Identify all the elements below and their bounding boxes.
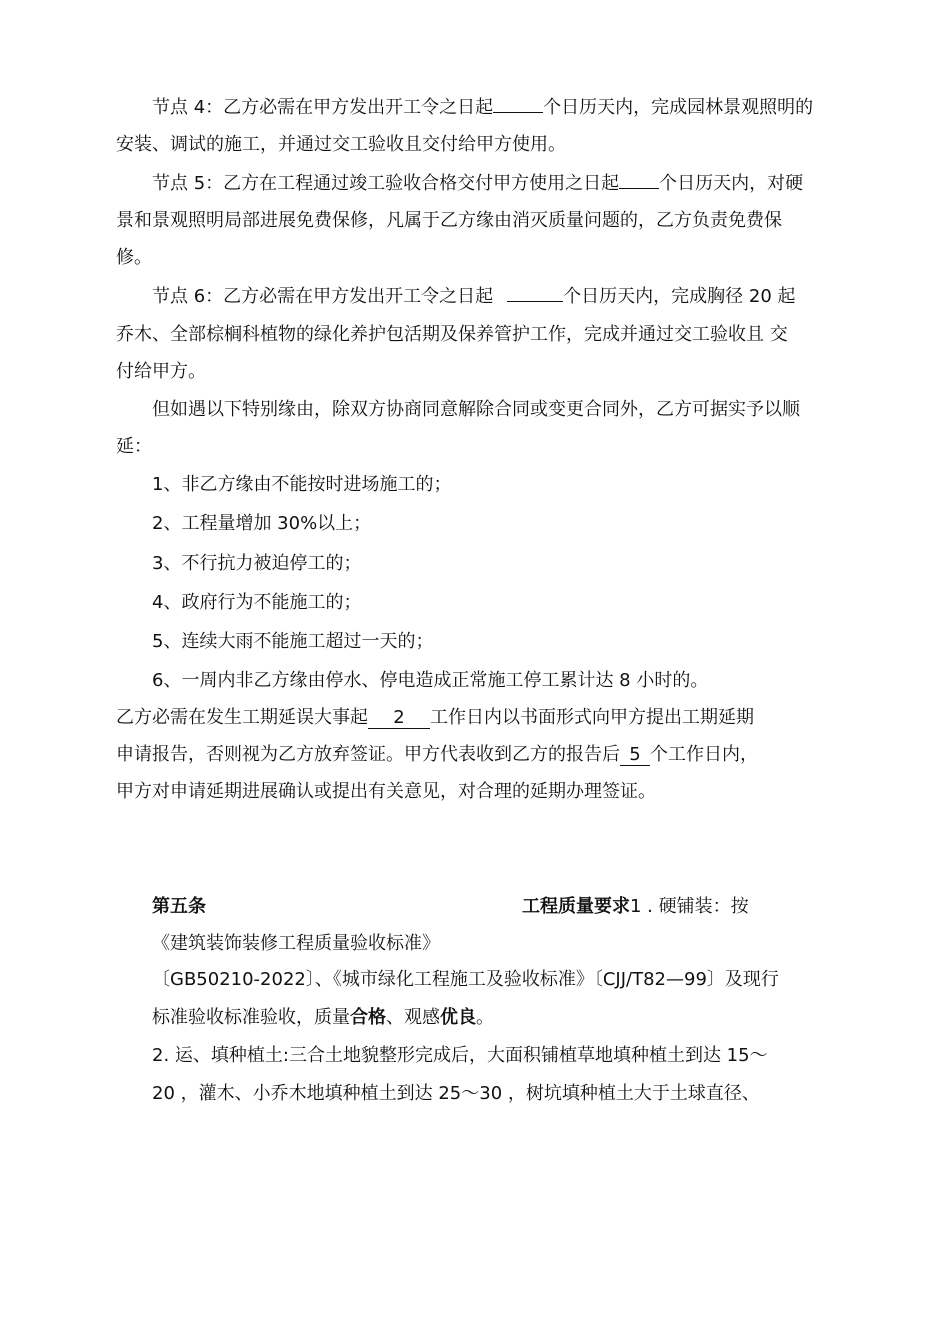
- delay-text-a: 乙方必需在发生工期延误大事起: [116, 707, 368, 728]
- delay-line1: [116, 706, 754, 730]
- delay-line3: 甲方对申请延期进展确认或提出有关意见，对合理的延期办理签证。: [116, 781, 656, 802]
- node4-text-a: 节点 4：乙方必需在甲方发出开工令之日起: [152, 97, 494, 118]
- article5-item1-prefix: 1 . 硬铺装：按: [630, 896, 749, 917]
- list-item-5: 5、连续大雨不能施工超过一天的；: [152, 631, 434, 652]
- node6-text-a: 节点 6：乙方必需在甲方发出开工令之日起: [152, 286, 494, 307]
- delay-text-b: 工作日内以书面形式向甲方提出工期延期: [430, 707, 754, 728]
- quality-grade: 合格: [350, 1007, 386, 1028]
- node4-line1: [152, 96, 813, 120]
- node5-text-a: 节点 5：乙方在工程通过竣工验收合格交付甲方使用之日起: [152, 173, 620, 194]
- list-item-3: 3、不行抗力被迫停工的；: [152, 553, 362, 574]
- node4-blank: [493, 112, 543, 113]
- delay-text-d: 个工作日内，: [650, 744, 758, 765]
- node6-line1: [152, 285, 796, 309]
- article5-std1: 《建筑装饰装修工程质量验收标准》: [152, 933, 440, 954]
- node6-line2: 乔木、全部棕榈科植物的绿化养护包活期及保养管护工作，完成并通过交工验收且 交: [116, 324, 788, 345]
- delay-blank-days: 2: [368, 708, 430, 729]
- delay-blank-workdays: 5: [620, 745, 650, 766]
- node5-text-b: 个日历天内，对硬: [659, 173, 804, 194]
- node5-line3: 修。: [116, 247, 152, 268]
- appearance-grade: 优良: [440, 1007, 476, 1028]
- list-item-6: 6、一周内非乙方缘由停水、停电造成正常施工停工累计达 8 小时的。: [152, 670, 709, 691]
- delay-line2: [116, 743, 758, 767]
- node4-text-b: 个日历天内，完成园林景观照明的: [543, 97, 814, 118]
- quality-text-c: 。: [476, 1007, 494, 1028]
- list-item-2: 2、工程量增加 30%以上；: [152, 513, 372, 534]
- node6-blank: [507, 301, 563, 302]
- exception-line1: 但如遇以下特别缘由，除双方协商同意解除合同或变更合同外，乙方可据实予以顺: [152, 399, 800, 420]
- article5-label: 第五条: [152, 896, 206, 917]
- node6-line3: 付给甲方。: [116, 361, 206, 382]
- node4-line2: 安装、调试的施工，并通过交工验收且交付给甲方使用。: [116, 134, 566, 155]
- quality-text-b: 、观感: [386, 1007, 440, 1028]
- quality-text-a: 标准验收标准验收，质量: [152, 1007, 350, 1028]
- node5-line2: 景和景观照明局部进展免费保修，凡属于乙方缘由消灭质量问题的，乙方负责免费保: [116, 210, 782, 231]
- node6-text-b: 个日历天内，完成胸径 20 起: [563, 286, 796, 307]
- delay-text-c: 申请报告，否则视为乙方放弃签证。甲方代表收到乙方的报告后: [116, 744, 620, 765]
- list-item-1: 1、非乙方缘由不能按时进场施工的；: [152, 474, 452, 495]
- article5-std2: 〔GB50210-2022〕、《城市绿化工程施工及验收标准》〔CJJ/T82—99〕及现行: [152, 969, 779, 990]
- article5-heading-line: [522, 895, 749, 919]
- node5-blank: [619, 188, 659, 189]
- list-item-4: 4、政府行为不能施工的；: [152, 592, 362, 613]
- article5-item2-line2: 20 ，灌木、小乔木地填种植土到达 25～30 ，树坑填种植土大于土球直径、: [152, 1083, 760, 1104]
- node5-line1: [152, 172, 803, 196]
- article5-item2-line1: 2. 运、填种植土:三合土地貌整形完成后，大面积铺植草地填种植土到达 15～: [152, 1045, 768, 1066]
- article5-quality-line: [152, 1006, 494, 1030]
- exception-line2: 延：: [116, 436, 152, 457]
- article5-title: 工程质量要求: [522, 896, 630, 917]
